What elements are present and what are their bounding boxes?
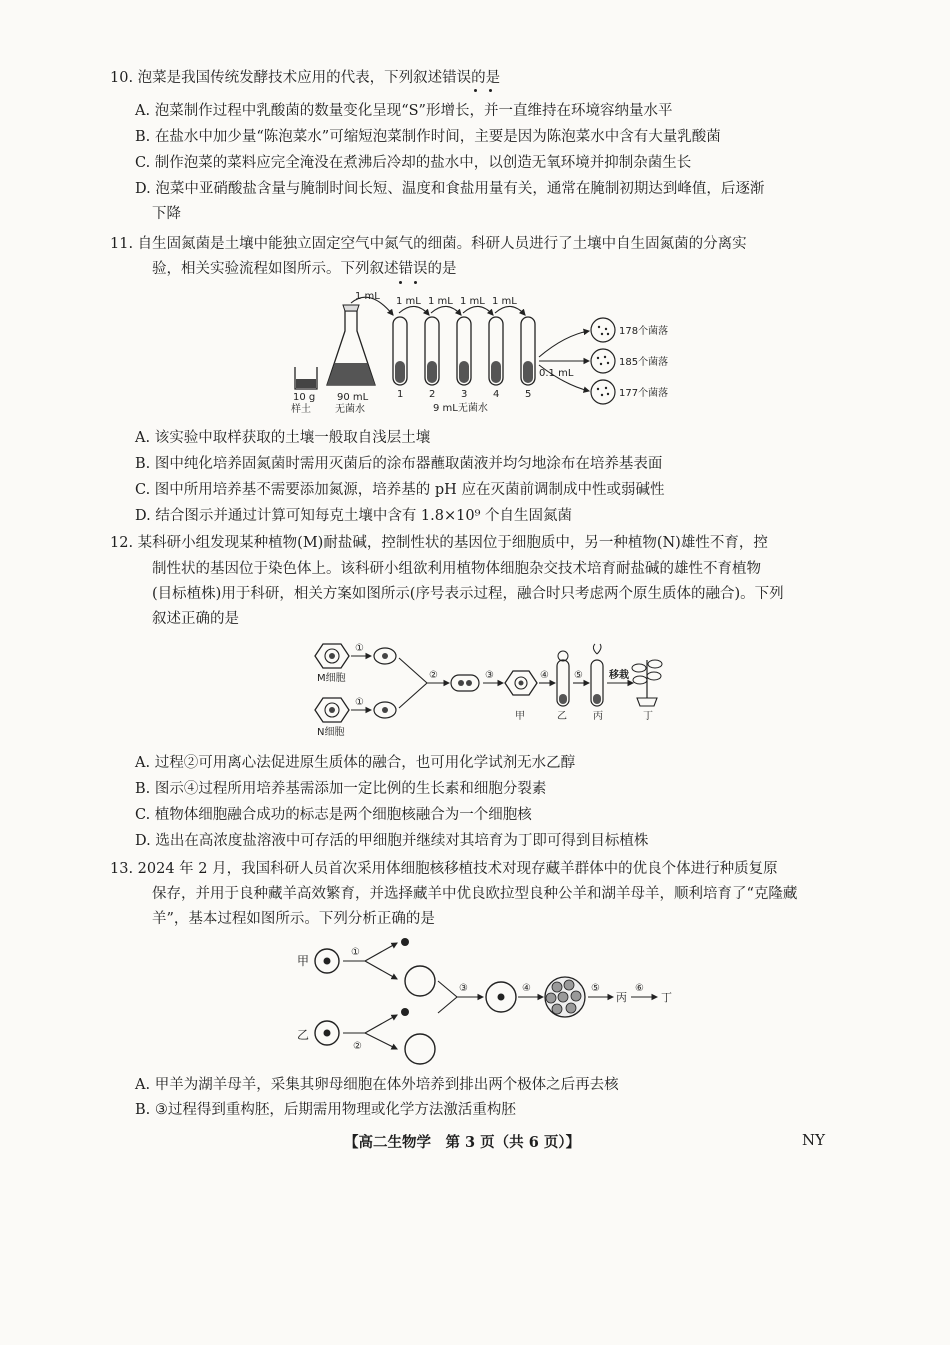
- colony-count: 177个菌落: [619, 388, 669, 399]
- test-tube-3: [457, 317, 471, 385]
- q12-stem-line3: (目标植株)用于科研，相关方案如图所示(序号表示过程，融合时只考虑两个原生质体的融合)。下列: [152, 586, 784, 602]
- q12-stem-line2: 制性状的基因位于染色体上。该科研小组欲利用植物体细胞杂交技术培育耐盐碱的雄性不育植物: [152, 561, 761, 577]
- q13-stem-line1: 13. 2024 年 2 月，我国科研人员首次采用体细胞核移植技术对现存藏羊群体中的优良个体进行种质复原: [110, 861, 778, 877]
- step-3: ③: [485, 670, 494, 681]
- test-tube-1: [393, 317, 407, 385]
- q11-option-b: B. 图中纯化培养固氮菌时需用灭菌后的涂布器蘸取菌液并均匀地涂布在培养基表面: [135, 456, 663, 472]
- step-4: ④: [540, 670, 549, 681]
- step-1: ①: [351, 947, 360, 958]
- soil-label: 样土: [291, 404, 311, 415]
- q12-stem-line4: 叙述正确的是: [152, 611, 239, 627]
- cell-yi: [315, 1021, 339, 1045]
- q11-dilution-figure: [285, 285, 705, 420]
- step-4: ④: [522, 983, 531, 994]
- q11-option-d: D. 结合图示并通过计算可知每克土壤中含有 1.8×10⁹ 个自生固氮菌: [135, 508, 573, 524]
- q10-option-b: B. 在盐水中加少量“陈泡菜水”可缩短泡菜制作时间，主要是因为陈泡菜水中含有大量乳酸菌: [135, 129, 721, 145]
- q10-option-c: C. 制作泡菜的菜料应完全淹没在煮沸后冷却的盐水中，以创造无氧环境并抑制杂菌生长: [135, 155, 692, 171]
- transfer-volume: 1 mL: [460, 296, 485, 307]
- transfer-arrow: [431, 306, 461, 315]
- step-2: ②: [429, 670, 438, 681]
- label-yi: 乙: [297, 1028, 310, 1042]
- transfer-arrow: [463, 306, 493, 315]
- q10-stem: 10. 泡菜是我国传统发酵技术应用的代表，下列叙述错误的是: [110, 70, 501, 86]
- colony-count: 178个菌落: [619, 326, 669, 337]
- label-bing: 丙: [616, 991, 627, 1004]
- tube-number: 4: [493, 389, 500, 400]
- q10-option-d: D. 泡菜中亚硝酸盐含量与腌制时间长短、温度和食盐用量有关，通常在腌制初期达到峰值，后逐渐: [135, 181, 765, 197]
- label-ding: 丁: [661, 991, 672, 1004]
- hybrid-cell-jia: [505, 671, 537, 695]
- process-arrow: [365, 943, 397, 961]
- label-jia: 甲: [297, 954, 310, 968]
- emphasis-dot: [399, 281, 402, 284]
- donor-cell-remnant: [405, 1034, 435, 1064]
- emphasis-dot: [489, 89, 492, 92]
- q11-option-c: C. 图中所用培养基不需要添加氮源，培养基的 pH 应在灭菌前调制成中性或弱碱性: [135, 482, 665, 498]
- q12-option-d: D. 选出在高浓度盐溶液中可存活的甲细胞并继续对其培育为丁即可得到目标植株: [135, 833, 649, 849]
- q11-option-a: A. 该实验中取样获取的土壤一般取自浅层土壤: [135, 430, 431, 446]
- transfer-volume: 1 mL: [396, 296, 421, 307]
- label-jia: 甲: [515, 711, 525, 722]
- n-cell-label: N细胞: [317, 727, 345, 738]
- q12-stem-line1: 12. 某科研小组发现某种植物(M)耐盐碱，控制性状的基因位于细胞质中，另一种植物(N)雄性不育，控: [110, 535, 768, 551]
- tube-number: 3: [461, 389, 468, 400]
- cell-jia: [315, 949, 339, 973]
- plant-ding: [632, 660, 662, 706]
- colony-count: 185个菌落: [619, 357, 669, 368]
- early-embryo: [545, 977, 585, 1017]
- flask-label: 无菌水: [335, 404, 365, 415]
- transfer-volume: 1 mL: [492, 296, 517, 307]
- label-yi: 乙: [557, 711, 567, 722]
- test-tube-5: [521, 317, 535, 385]
- culture-plate: [591, 349, 615, 373]
- process-arrow: [365, 1015, 397, 1033]
- step-3: ③: [459, 983, 468, 994]
- step-5: ⑤: [574, 670, 583, 681]
- step-2: ②: [353, 1041, 362, 1052]
- label-ding: 丁: [643, 711, 653, 722]
- soil-beaker: [295, 367, 317, 389]
- step-5: ⑤: [591, 983, 600, 994]
- transfer-arrow: [399, 306, 429, 315]
- n-cell: [315, 698, 349, 722]
- test-tube-2: [425, 317, 439, 385]
- spread-arrow: [539, 331, 589, 357]
- tube-number: 1: [397, 389, 404, 400]
- reconstructed-embryo: [486, 982, 516, 1012]
- test-tube-4: [489, 317, 503, 385]
- fusion-lines: [399, 658, 427, 708]
- q11-stem-line2: 验，相关实验流程如图所示。下列叙述错误的是: [152, 261, 457, 277]
- transfer-volume-main: 1 mL: [355, 291, 380, 302]
- process-arrow: [365, 961, 397, 979]
- m-cell: [315, 644, 349, 668]
- transfer-volume: 1 mL: [428, 296, 453, 307]
- q12-option-b: B. 图示④过程所用培养基需添加一定比例的生长素和细胞分裂素: [135, 781, 547, 797]
- label-bing: 丙: [593, 711, 603, 722]
- tube-yi-callus: [557, 651, 569, 706]
- q13-option-b: B. ③过程得到重构胚，后期需用物理或化学方法激活重构胚: [135, 1102, 516, 1118]
- emphasis-dot: [474, 89, 477, 92]
- q12-option-a: A. 过程②可用离心法促进原生质体的融合，也可用化学试剂无水乙醇: [135, 755, 576, 771]
- m-cell-label: M细胞: [317, 673, 346, 684]
- q10-option-d-cont: 下降: [152, 206, 181, 222]
- q13-nuclear-transfer-figure: [295, 935, 695, 1070]
- q12-cell-fusion-figure: [315, 640, 675, 738]
- paper-code: NY: [802, 1131, 826, 1149]
- q13-option-a: A. 甲羊为湖羊母羊，采集其卵母细胞在体外培养到排出两个极体之后再去核: [135, 1077, 619, 1093]
- n-protoplast: [374, 702, 396, 718]
- culture-plate: [591, 380, 615, 404]
- erlenmeyer-flask: [327, 305, 375, 385]
- donor-nucleus: [401, 1008, 409, 1016]
- flask-volume: 90 mL: [337, 392, 369, 403]
- culture-plate: [591, 318, 615, 342]
- q11-stem-line1: 11. 自生固氮菌是土壤中能独立固定空气中氮气的细菌。科研人员进行了土壤中自生固氮菌的分离实: [110, 236, 747, 252]
- enucleated-oocyte: [405, 966, 435, 996]
- soil-mass: 10 g: [293, 392, 316, 403]
- fusion-lines: [438, 981, 457, 1013]
- fused-protoplast: [451, 675, 479, 691]
- tube-water-label: 9 mL无菌水: [433, 403, 488, 414]
- m-protoplast: [374, 648, 396, 664]
- q12-option-c: C. 植物体细胞融合成功的标志是两个细胞核融合为一个细胞核: [135, 807, 532, 823]
- tube-number: 2: [429, 389, 436, 400]
- q13-stem-line2: 保存，并用于良种藏羊高效繁育，并选择藏羊中优良欧拉型良种公羊和湖羊母羊，顺利培育了“克隆藏: [152, 886, 798, 902]
- tube-bing-plantlet: [591, 644, 603, 706]
- removed-nucleus: [401, 938, 409, 946]
- page-footer: 【高二生物学 第 3 页（共 6 页）】: [344, 1134, 581, 1151]
- tube-number: 5: [525, 389, 532, 400]
- step-1b: ①: [355, 697, 364, 708]
- transfer-arrow: [495, 306, 525, 315]
- spread-volume: 0.1 mL: [539, 368, 574, 379]
- process-arrow: [365, 1033, 397, 1049]
- transplant-label: 移栽: [609, 670, 629, 681]
- step-1: ①: [355, 643, 364, 654]
- emphasis-dot: [414, 281, 417, 284]
- q10-option-a: A. 泡菜制作过程中乳酸菌的数量变化呈现“S”形增长，并一直维持在环境容纳量水平: [135, 103, 673, 119]
- step-6: ⑥: [635, 983, 644, 994]
- q13-stem-line3: 羊”，基本过程如图所示。下列分析正确的是: [152, 911, 435, 927]
